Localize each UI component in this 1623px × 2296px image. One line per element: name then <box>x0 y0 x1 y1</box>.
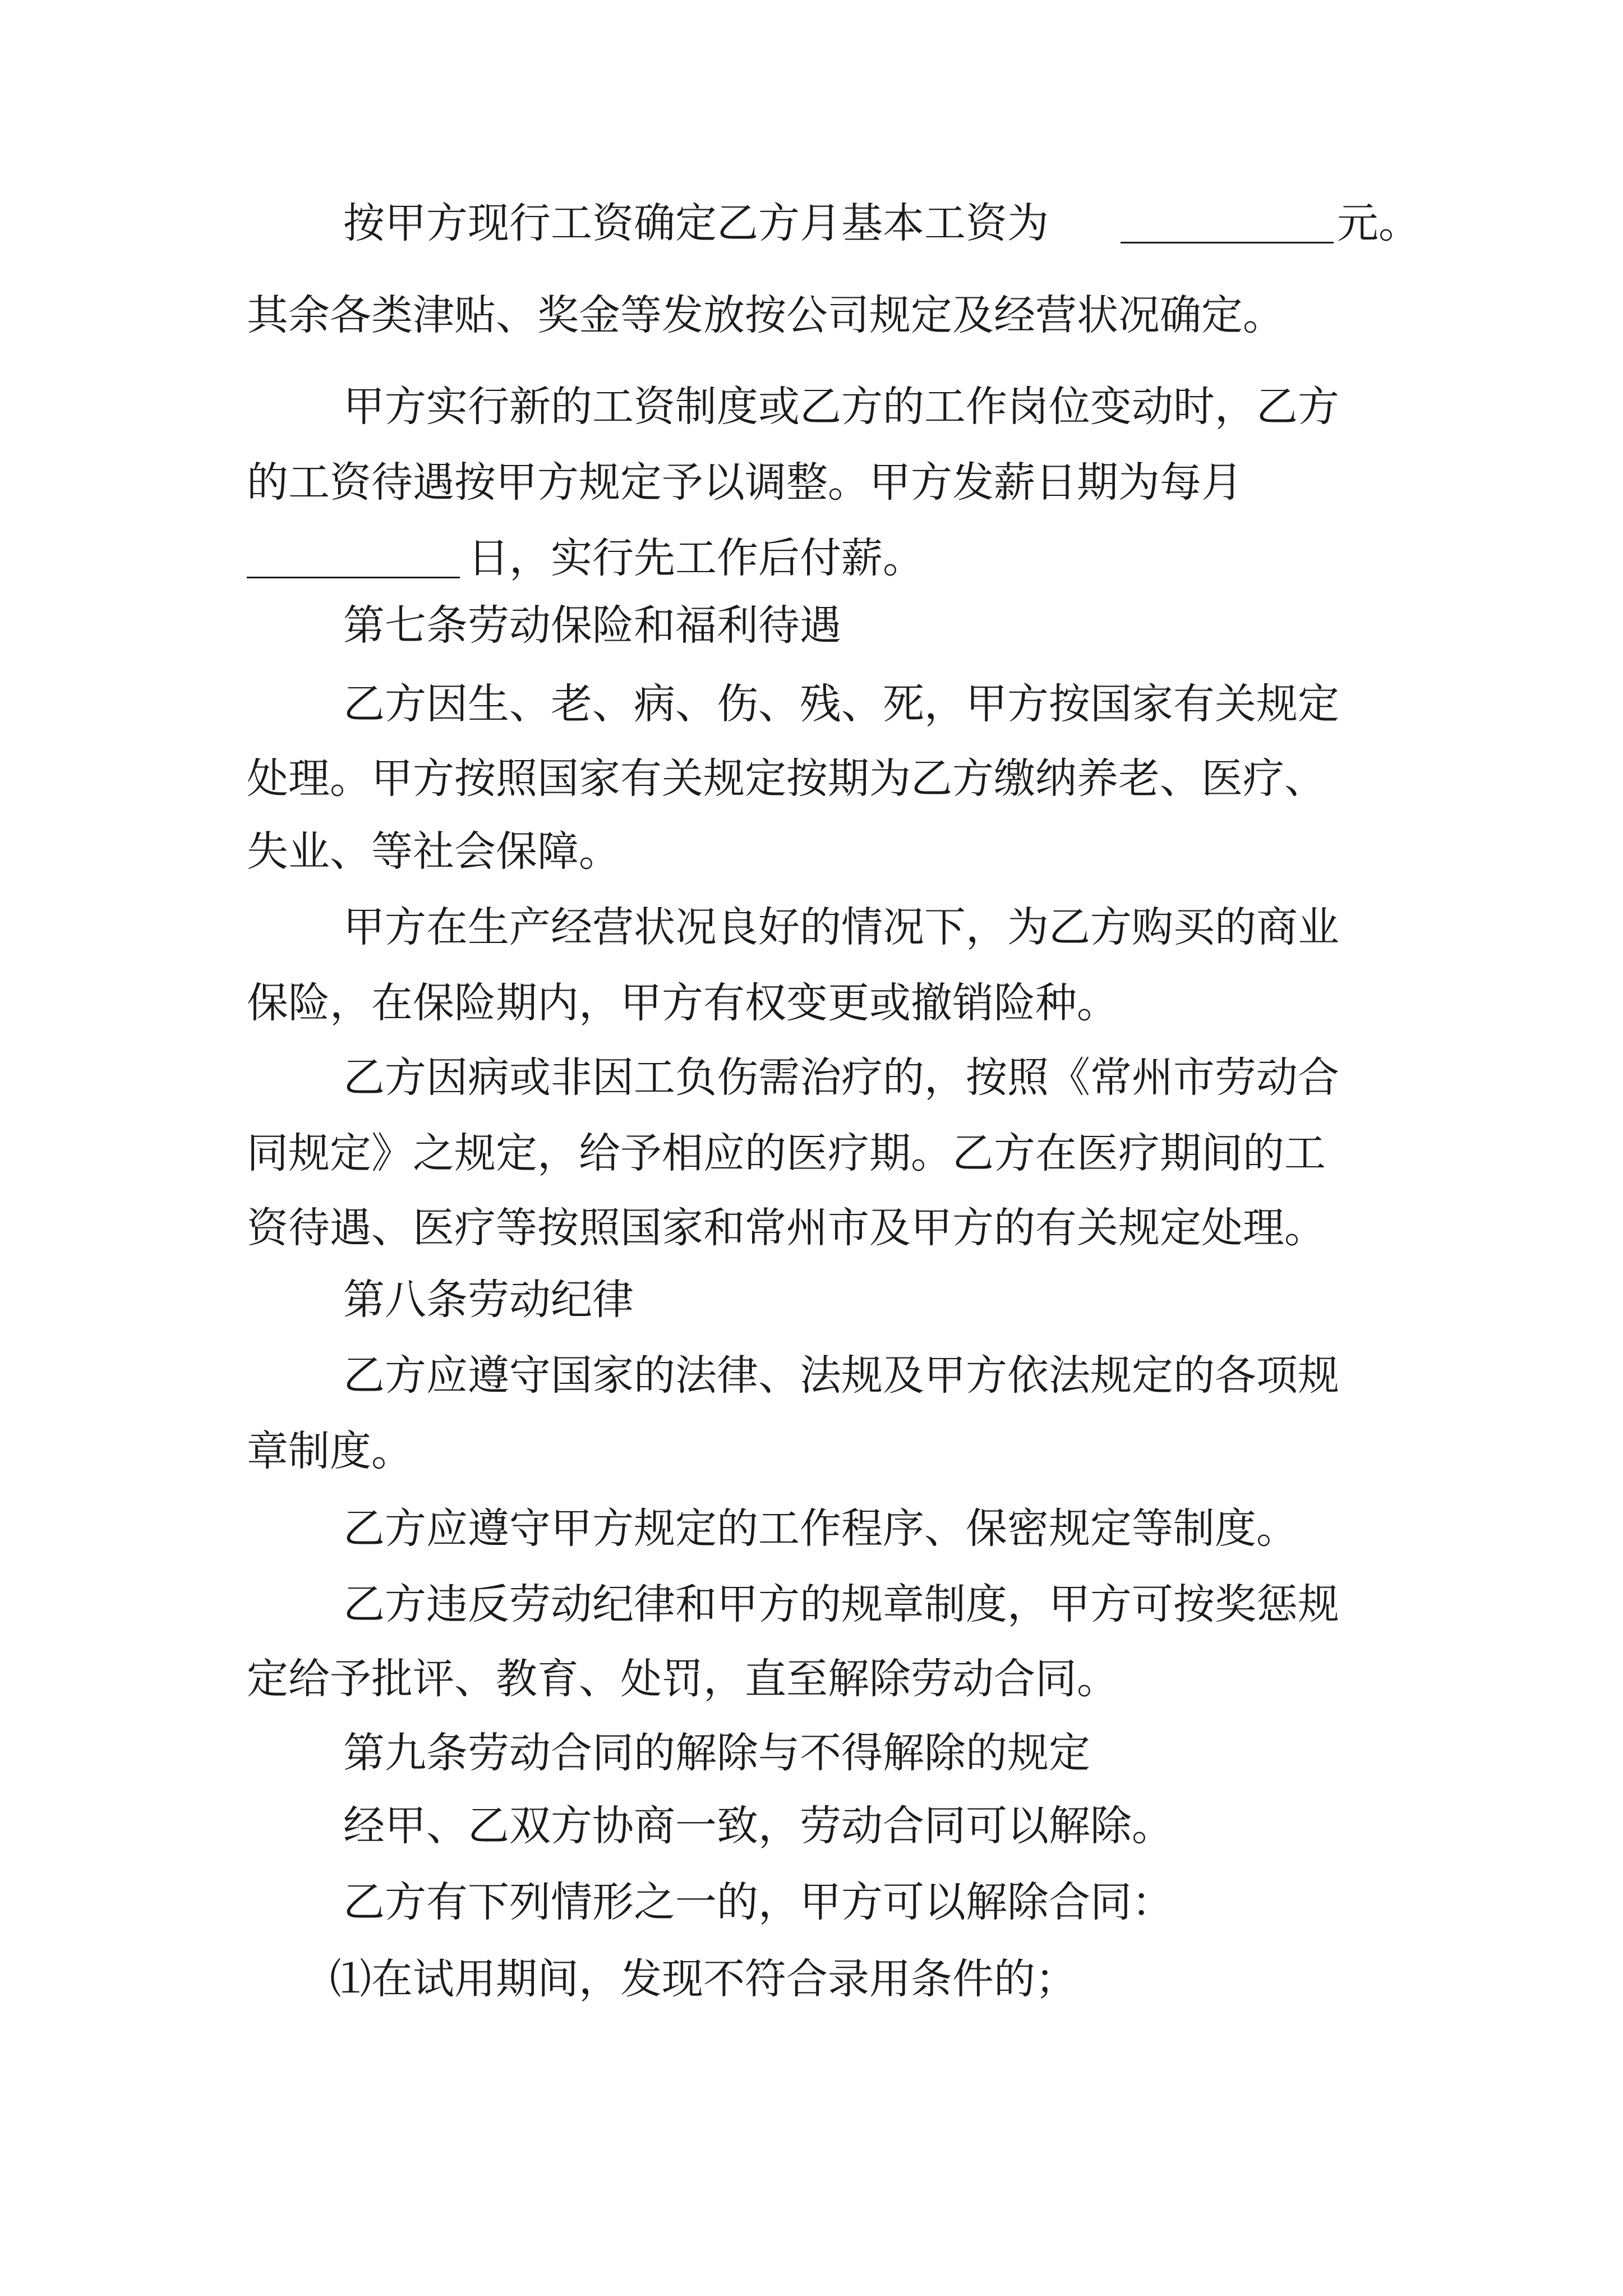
section-heading <box>0 1269 1623 1331</box>
text-segment: ⑴在试用期间，发现不符合录用条件的； <box>330 1955 1077 2003</box>
paragraph-line <box>0 376 1623 438</box>
paragraph-line <box>0 192 1623 254</box>
text-segment: 保险，在保险期内，甲方有权变更或撤销险种。 <box>247 979 1118 1027</box>
text-segment: 章制度。 <box>247 1427 413 1475</box>
text-segment: 资待遇、医疗等按照国家和常州市及甲方的有关规定处理。 <box>247 1204 1326 1252</box>
salary-amount-blank <box>1121 192 1334 243</box>
text-segment: 第九条劳动合同的解除与不得解除的规定 <box>343 1729 1090 1777</box>
paragraph-line <box>0 673 1623 735</box>
text-segment: 日，实行先工作后付薪。 <box>468 534 924 582</box>
text-segment: 乙方违反劳动纪律和甲方的规章制度，甲方可按奖惩规 <box>343 1580 1339 1628</box>
paragraph-line <box>0 1345 1623 1406</box>
paragraph-line <box>0 1047 1623 1108</box>
paragraph-line <box>0 1573 1623 1635</box>
text-segment: 乙方应遵守甲方规定的工作程序、保密规定等制度。 <box>343 1504 1298 1553</box>
paragraph-line <box>0 1648 1623 1710</box>
text-segment: 定给予批评、教育、处罚，直至解除劳动合同。 <box>247 1655 1118 1703</box>
text-segment: 第七条劳动保险和福利待遇 <box>343 601 841 650</box>
paragraph-line <box>0 1420 1623 1482</box>
paragraph-line <box>0 1197 1623 1259</box>
paragraph-line <box>0 748 1623 809</box>
paragraph-line <box>0 1871 1623 1933</box>
paragraph-line <box>0 896 1623 958</box>
text-segment: 第八条劳动纪律 <box>343 1276 634 1324</box>
text-segment: 的工资待遇按甲方规定予以调整。甲方发薪日期为每月 <box>247 458 1243 507</box>
paragraph-line <box>0 1122 1623 1184</box>
payday-blank <box>247 527 460 578</box>
paragraph-line <box>0 452 1623 513</box>
text-segment: 按甲方现行工资确定乙方月基本工资为 <box>343 199 1049 247</box>
paragraph-line <box>0 284 1623 346</box>
text-segment: 甲方实行新的工资制度或乙方的工作岗位变动时，乙方 <box>343 383 1339 431</box>
section-heading <box>0 595 1623 656</box>
paragraph-line <box>0 527 1623 589</box>
text-segment: 乙方有下列情形之一的，甲方可以解除合同： <box>343 1878 1173 1926</box>
text-segment: 乙方因生、老、病、伤、残、死，甲方按国家有关规定 <box>343 680 1339 728</box>
section-heading <box>0 1722 1623 1784</box>
paragraph-line <box>0 821 1623 882</box>
paragraph-line <box>0 972 1623 1034</box>
paragraph-line <box>0 1498 1623 1559</box>
text-segment: 甲方在生产经营状况良好的情况下，为乙方购买的商业 <box>343 903 1339 951</box>
text-segment: 乙方应遵守国家的法律、法规及甲方依法规定的各项规 <box>343 1351 1339 1400</box>
text-segment: 元。 <box>1337 199 1420 247</box>
text-segment: 处理。甲方按照国家有关规定按期为乙方缴纳养老、医疗、 <box>247 754 1326 803</box>
text-segment: 失业、等社会保障。 <box>247 827 620 876</box>
text-segment: 同规定》之规定，给予相应的医疗期。乙方在医疗期间的工 <box>247 1129 1326 1177</box>
text-segment: 乙方因病或非因工负伤需治疗的，按照《常州市劳动合 <box>343 1053 1339 1102</box>
text-segment: 经甲、乙双方协商一致，劳动合同可以解除。 <box>343 1802 1173 1850</box>
paragraph-line <box>0 1795 1623 1857</box>
text-segment: 其余各类津贴、奖金等发放按公司规定及经营状况确定。 <box>247 291 1284 339</box>
list-item <box>0 1948 1623 2010</box>
